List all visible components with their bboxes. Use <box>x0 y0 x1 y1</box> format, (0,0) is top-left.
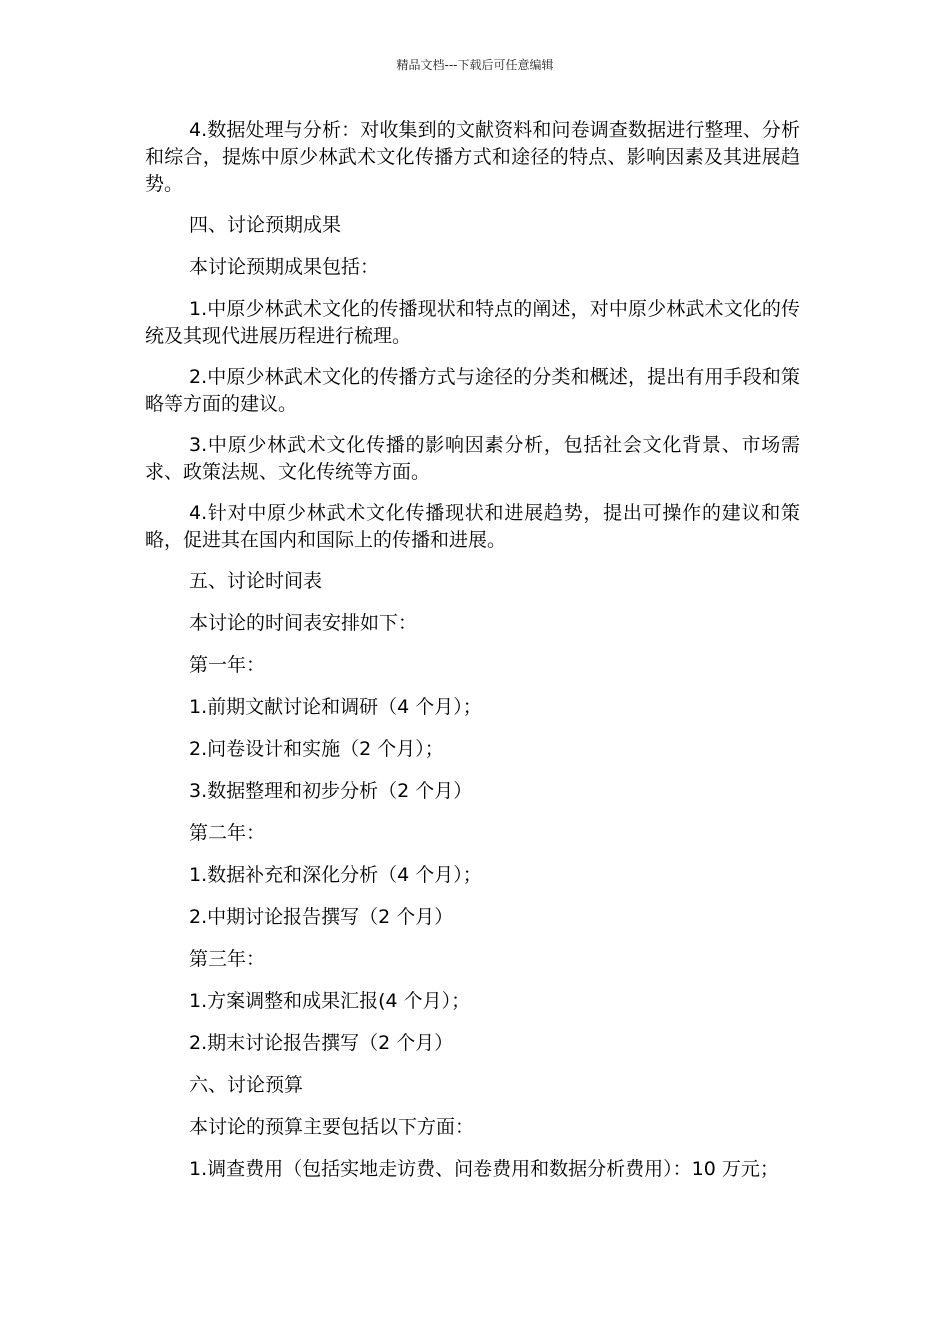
paragraph-timeline-intro: 本讨论的时间表安排如下： <box>189 612 418 634</box>
section-heading-expected-results: 四、讨论预期成果 <box>189 214 342 236</box>
list-item-year2-task-1: 1.数据补充和深化分析（4 个月）； <box>189 864 482 886</box>
list-item-result-4: 4.针对中原少林武术文化传播现状和进展趋势，提出可操作的建议和策略，促进其在国内和国际上的传播和进展。 <box>145 502 800 551</box>
document-body <box>145 117 800 1197</box>
list-item-result-2: 2.中原少林武术文化的传播方式与途径的分类和概述，提出有用手段和策略等方面的建议。 <box>145 366 800 415</box>
list-item-result-1: 1.中原少林武术文化的传播现状和特点的阐述，对中原少林武术文化的传统及其现代进展历程进行梳理。 <box>145 298 800 347</box>
paragraph-budget-intro: 本讨论的预算主要包括以下方面： <box>189 1116 475 1138</box>
year-heading-third: 第三年： <box>189 948 266 970</box>
list-item-year3-task-2: 2.期末讨论报告撰写（2 个月） <box>189 1032 454 1054</box>
page-header: 精品文档---下载后可任意编辑 <box>396 58 554 72</box>
list-item-year3-task-1: 1.方案调整和成果汇报(4 个月）； <box>189 990 471 1012</box>
section-heading-budget: 六、讨论预算 <box>189 1074 304 1096</box>
list-item-year1-task-3: 3.数据整理和初步分析（2 个月） <box>189 780 473 802</box>
paragraph-results-intro: 本讨论预期成果包括： <box>189 256 380 278</box>
year-heading-first: 第一年： <box>189 654 266 676</box>
list-item-budget-1: 1.调查费用（包括实地走访费、问卷费用和数据分析费用）：10 万元； <box>189 1158 779 1180</box>
list-item-year1-task-1: 1.前期文献讨论和调研（4 个月）； <box>189 696 482 718</box>
paragraph-data-processing: 4.数据处理与分析：对收集到的文献资料和问卷调查数据进行整理、分析和综合，提炼中原少林武术文化传播方式和途径的特点、影响因素及其进展趋势。 <box>145 119 800 195</box>
list-item-result-3: 3.中原少林武术文化传播的影响因素分析，包括社会文化背景、市场需求、政策法规、文化传统等方面。 <box>145 434 800 483</box>
list-item-year2-task-2: 2.中期讨论报告撰写（2 个月） <box>189 906 454 928</box>
year-heading-second: 第二年： <box>189 822 266 844</box>
section-heading-timeline: 五、讨论时间表 <box>189 570 323 592</box>
list-item-year1-task-2: 2.问卷设计和实施（2 个月）； <box>189 738 444 760</box>
